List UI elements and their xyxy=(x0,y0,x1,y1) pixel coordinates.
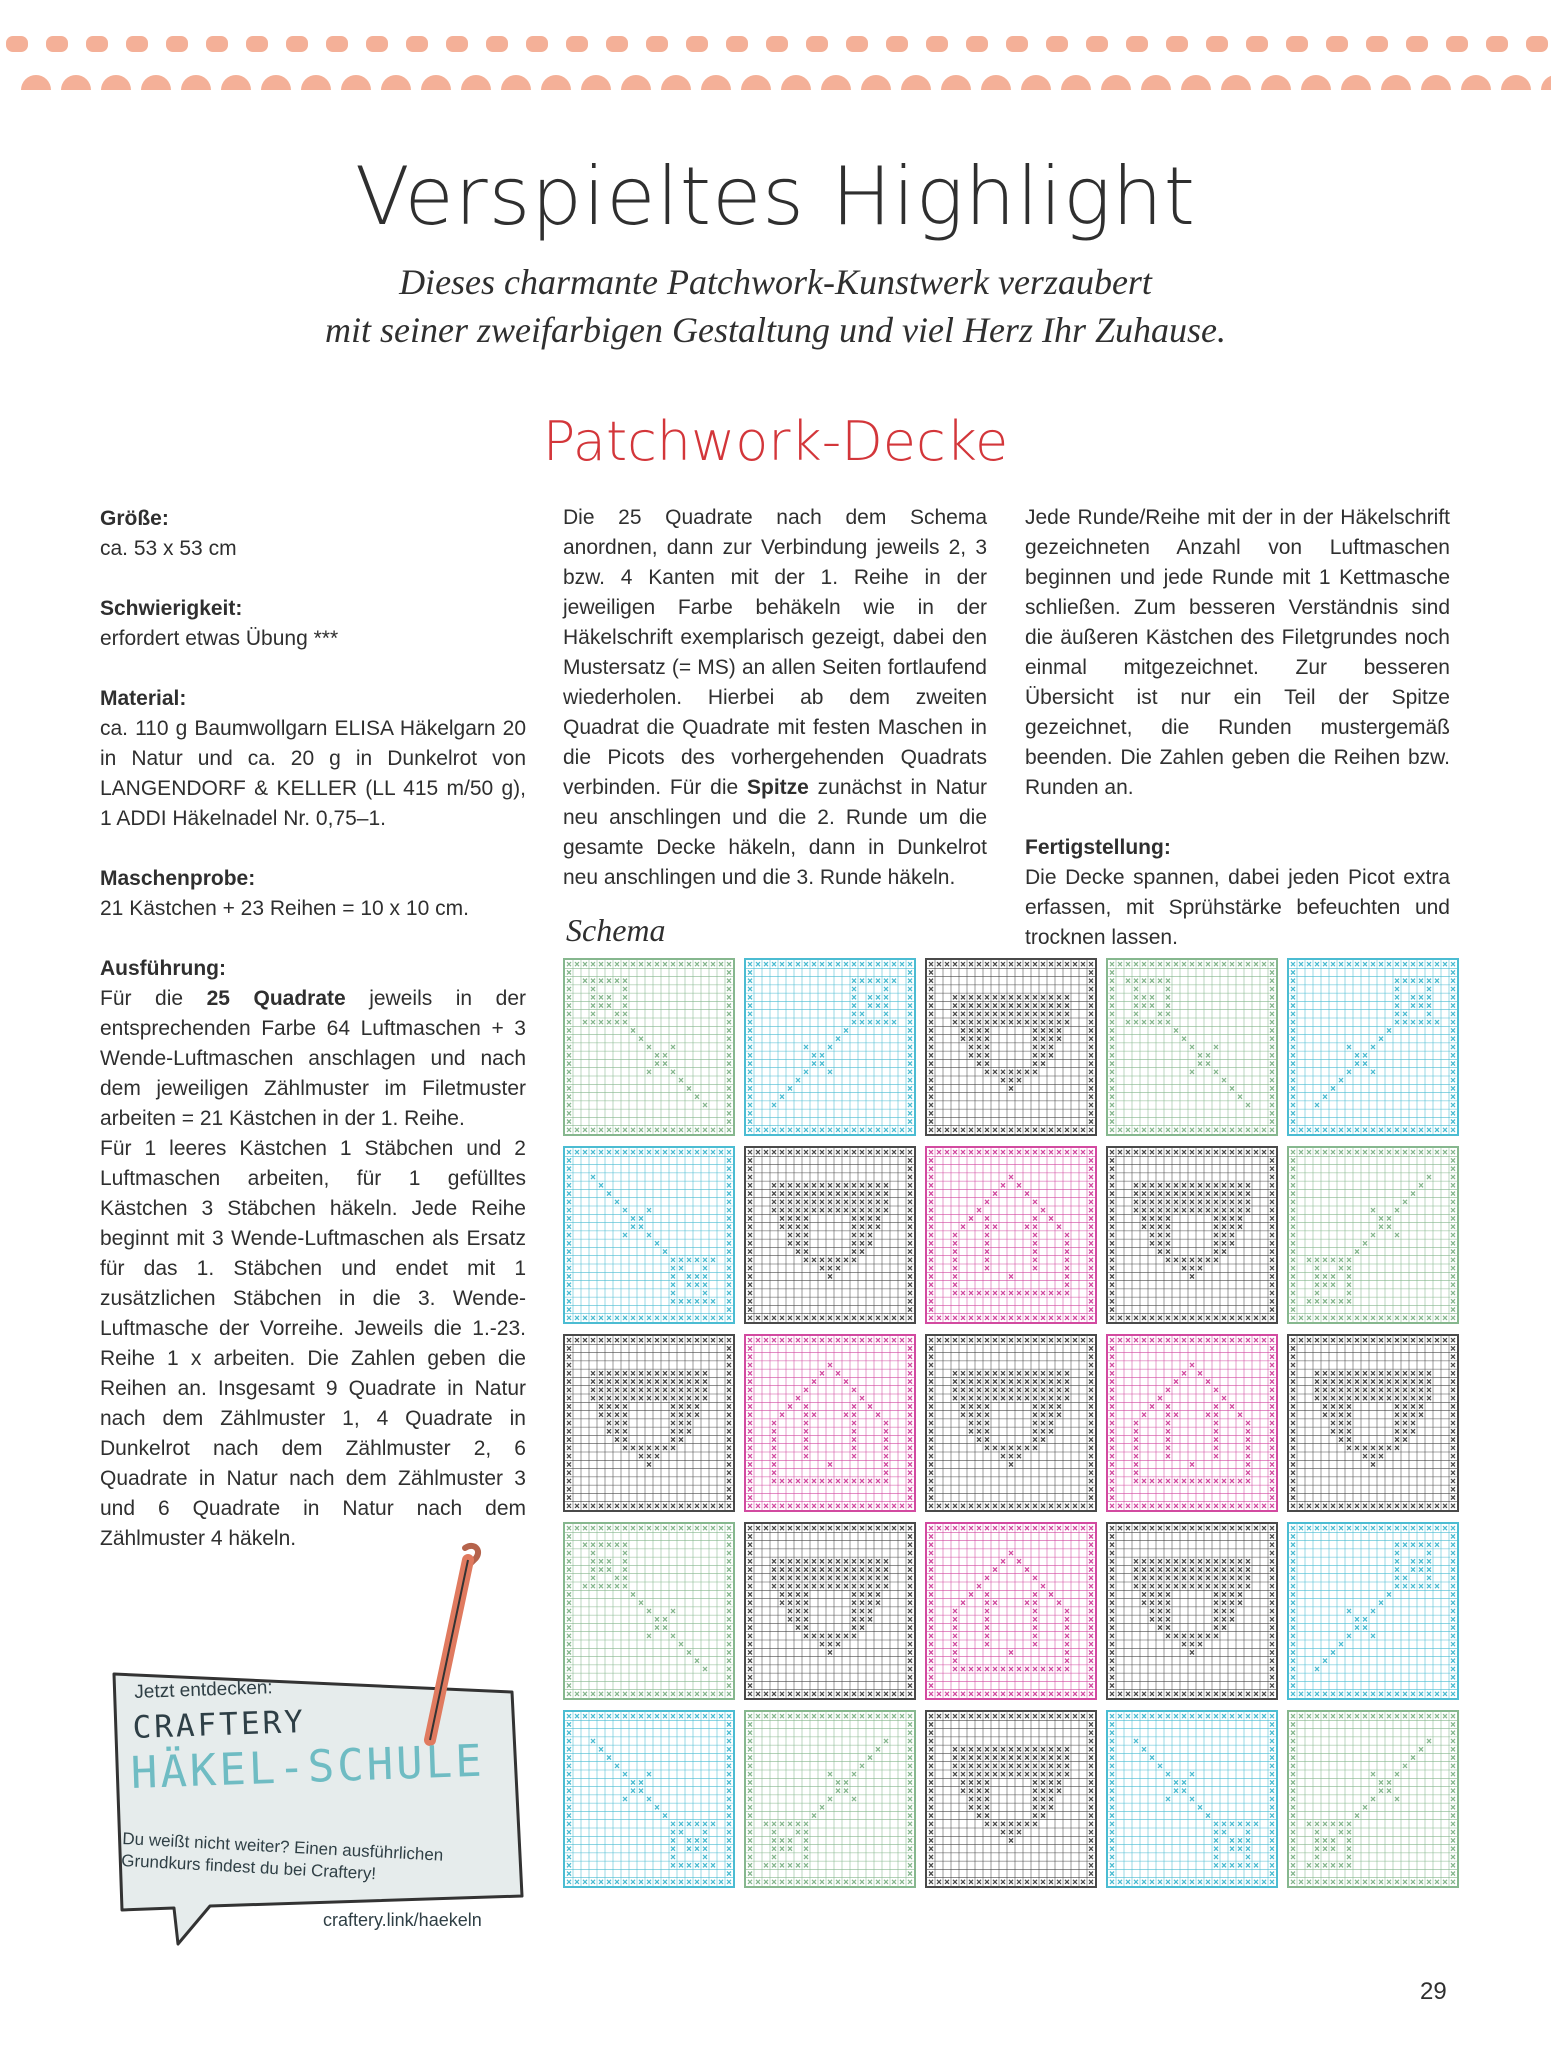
size-value: ca. 53 x 53 cm xyxy=(100,537,237,560)
schema-tile-tulip-rev-down xyxy=(563,1710,735,1888)
schema-tile-tulip-rev xyxy=(744,958,916,1136)
schema-tile-tulip-rev xyxy=(1287,958,1459,1136)
difficulty-value: erfordert etwas Übung *** xyxy=(100,627,339,650)
schema-tile-tulip-rev-down xyxy=(563,1146,735,1324)
promo-box[interactable] xyxy=(108,1658,528,1958)
schema-tile-house xyxy=(925,1146,1097,1324)
execution-paragraph-2: Für 1 leeres Kästchen 1 Stäbchen und 2 Luftmaschen arbeiten, für 1 gefülltes Kästchen 3 Stäbchen häkeln. Jede Reihe beginnt mit 3 Wende-Luftmaschen als Ersatz für das 1. Stäbchen und endet mit 1 zusätzlichen Stäbchen in die 3. Wende-Luftmasche der Vorreihe. Jeweils die 1.-23. Reihe 1 x arbeiten. Die Zahlen geben die Reihen an. Insgesamt 9 Quadrate in Natur nach dem Zählmuster 1, 4 Quadrate in Dunkelrot nach dem Zählmuster 2, 6 Quadrate in Natur nach dem Zählmuster 3 und 6 Quadrate in Natur nach dem Zählmuster 4 häkeln. xyxy=(100,1137,526,1550)
subtitle-line: mit seiner zweifarbigen Gestaltung und viel Herz Ihr Zuhause. xyxy=(325,310,1226,350)
scalloped-border xyxy=(0,0,1551,90)
section-title: Patchwork-Decke xyxy=(542,410,1009,473)
execution-label: Ausführung: xyxy=(100,957,226,980)
schema-tile-heart xyxy=(925,1710,1097,1888)
difficulty-label: Schwierigkeit: xyxy=(100,597,243,620)
schema-tile-tulip-down xyxy=(1287,1710,1459,1888)
finishing-label: Fertigstellung: xyxy=(1025,836,1171,859)
promo-course: HÄKEL-SCHULE xyxy=(130,1735,486,1799)
finishing-text: Die Decke spannen, dabei jeden Picot extra erfassen, mit Sprühstärke befeuchten und trocknen lassen. xyxy=(1025,866,1450,949)
schema-tile-tulip xyxy=(1106,958,1278,1136)
size-label: Größe: xyxy=(100,507,169,530)
page-subtitle xyxy=(0,258,1551,354)
schema-tile-heart xyxy=(1287,1334,1459,1512)
schema-tile-tulip-rev xyxy=(1287,1522,1459,1700)
page-number: 29 xyxy=(1420,1978,1447,2005)
schema-tile-tulip-rev-down xyxy=(1106,1710,1278,1888)
assembly-text: Die 25 Quadrate nach dem Schema anordnen, dann zur Verbindung jeweils 2, 3 bzw. 4 Kanten mit der 1. Reihe in der jeweiligen Farbe behäkeln wie in der Häkelschrift exemplarisch gezeigt, dabei den Mustersatz (= MS) an allen Seiten fortlaufend wiederholen. Hierbei ab dem zweiten Quadrat die Quadrate mit festen Maschen in die Picots des vorhergehenden Quadrats verbinden. Für die xyxy=(563,506,987,799)
schema-tile-tulip xyxy=(563,958,735,1136)
schema-tile-house xyxy=(925,1522,1097,1700)
execution-bold: 25 Quadrate xyxy=(206,987,346,1010)
specs-column xyxy=(100,504,526,1554)
assembly-bold: Spitze xyxy=(747,776,809,799)
schema-grid xyxy=(563,958,1460,1888)
execution-text: jeweils in der entsprechenden Farbe 64 Luftmaschen + 3 Wende-Luftmaschen anschlagen und nach dem jeweiligen Zählmuster im Filetmuster arbeiten = 21 Kästchen in der 1. Reihe. xyxy=(100,987,526,1130)
schema-tile-heart xyxy=(925,958,1097,1136)
promo-link[interactable]: craftery.link/haekeln xyxy=(323,1910,482,1930)
material-label: Material: xyxy=(100,687,187,710)
notes-column xyxy=(1025,503,1450,953)
gauge-value: 21 Kästchen + 23 Reihen = 10 x 10 cm. xyxy=(100,897,469,920)
schema-tile-heart xyxy=(744,1146,916,1324)
assembly-paragraph xyxy=(563,503,987,893)
schema-tile-heart xyxy=(744,1522,916,1700)
assembly-text: zunächst in Natur neu anschlingen und die 2. Runde um die gesamte Decke häkeln, dann in Dunkelrot neu anschlingen und die 3. Runde häkeln. xyxy=(563,776,987,889)
schema-tile-tulip-down xyxy=(744,1710,916,1888)
schema-tile-heart xyxy=(925,1334,1097,1512)
promo-brand: CRAFTERY xyxy=(132,1703,307,1746)
schema-tile-tulip xyxy=(563,1522,735,1700)
execution-paragraph xyxy=(100,984,526,1134)
instructions-column xyxy=(563,503,987,893)
page-title: Verspieltes Highlight xyxy=(354,150,1197,243)
execution-text: Für die xyxy=(100,987,207,1010)
gauge-label: Maschenprobe: xyxy=(100,867,256,890)
schema-tile-house xyxy=(744,1334,916,1512)
promo-lead: Jetzt entdecken: xyxy=(134,1677,274,1703)
schema-tile-tulip-down xyxy=(1287,1146,1459,1324)
schema-tile-heart xyxy=(1106,1146,1278,1324)
schema-tile-heart xyxy=(1106,1522,1278,1700)
subtitle-line: Dieses charmante Patchwork-Kunstwerk verzaubert xyxy=(399,262,1152,302)
schema-tile-heart xyxy=(563,1334,735,1512)
schema-title: Schema xyxy=(566,912,666,948)
promo-text: Du weißt nicht weiter? Einen ausführlichen Grundkurs findest du bei Craftery! xyxy=(120,1828,444,1884)
schema-tile-house xyxy=(1106,1334,1278,1512)
material-value: ca. 110 g Baumwollgarn ELISA Häkelgarn 20 in Natur und ca. 20 g in Dunkelrot von LANGENDORF & KELLER (LL 415 m/50 g), 1 ADDI Häkelnadel Nr. 0,75–1. xyxy=(100,717,526,830)
round-notes: Jede Runde/Reihe mit der in der Häkelschrift gezeichneten Anzahl von Luftmaschen beginnen und jede Runde mit 1 Kettmasche schließen. Zum besseren Verständnis sind die äußeren Kästchen des Filetgrundes noch einmal mitgezeichnet. Zur besseren Übersicht ist nur ein Teil der Spitze gezeichnet, die Runden mustergemäß beenden. Die Zahlen geben die Reihen bzw. Runden an. xyxy=(1025,506,1450,799)
